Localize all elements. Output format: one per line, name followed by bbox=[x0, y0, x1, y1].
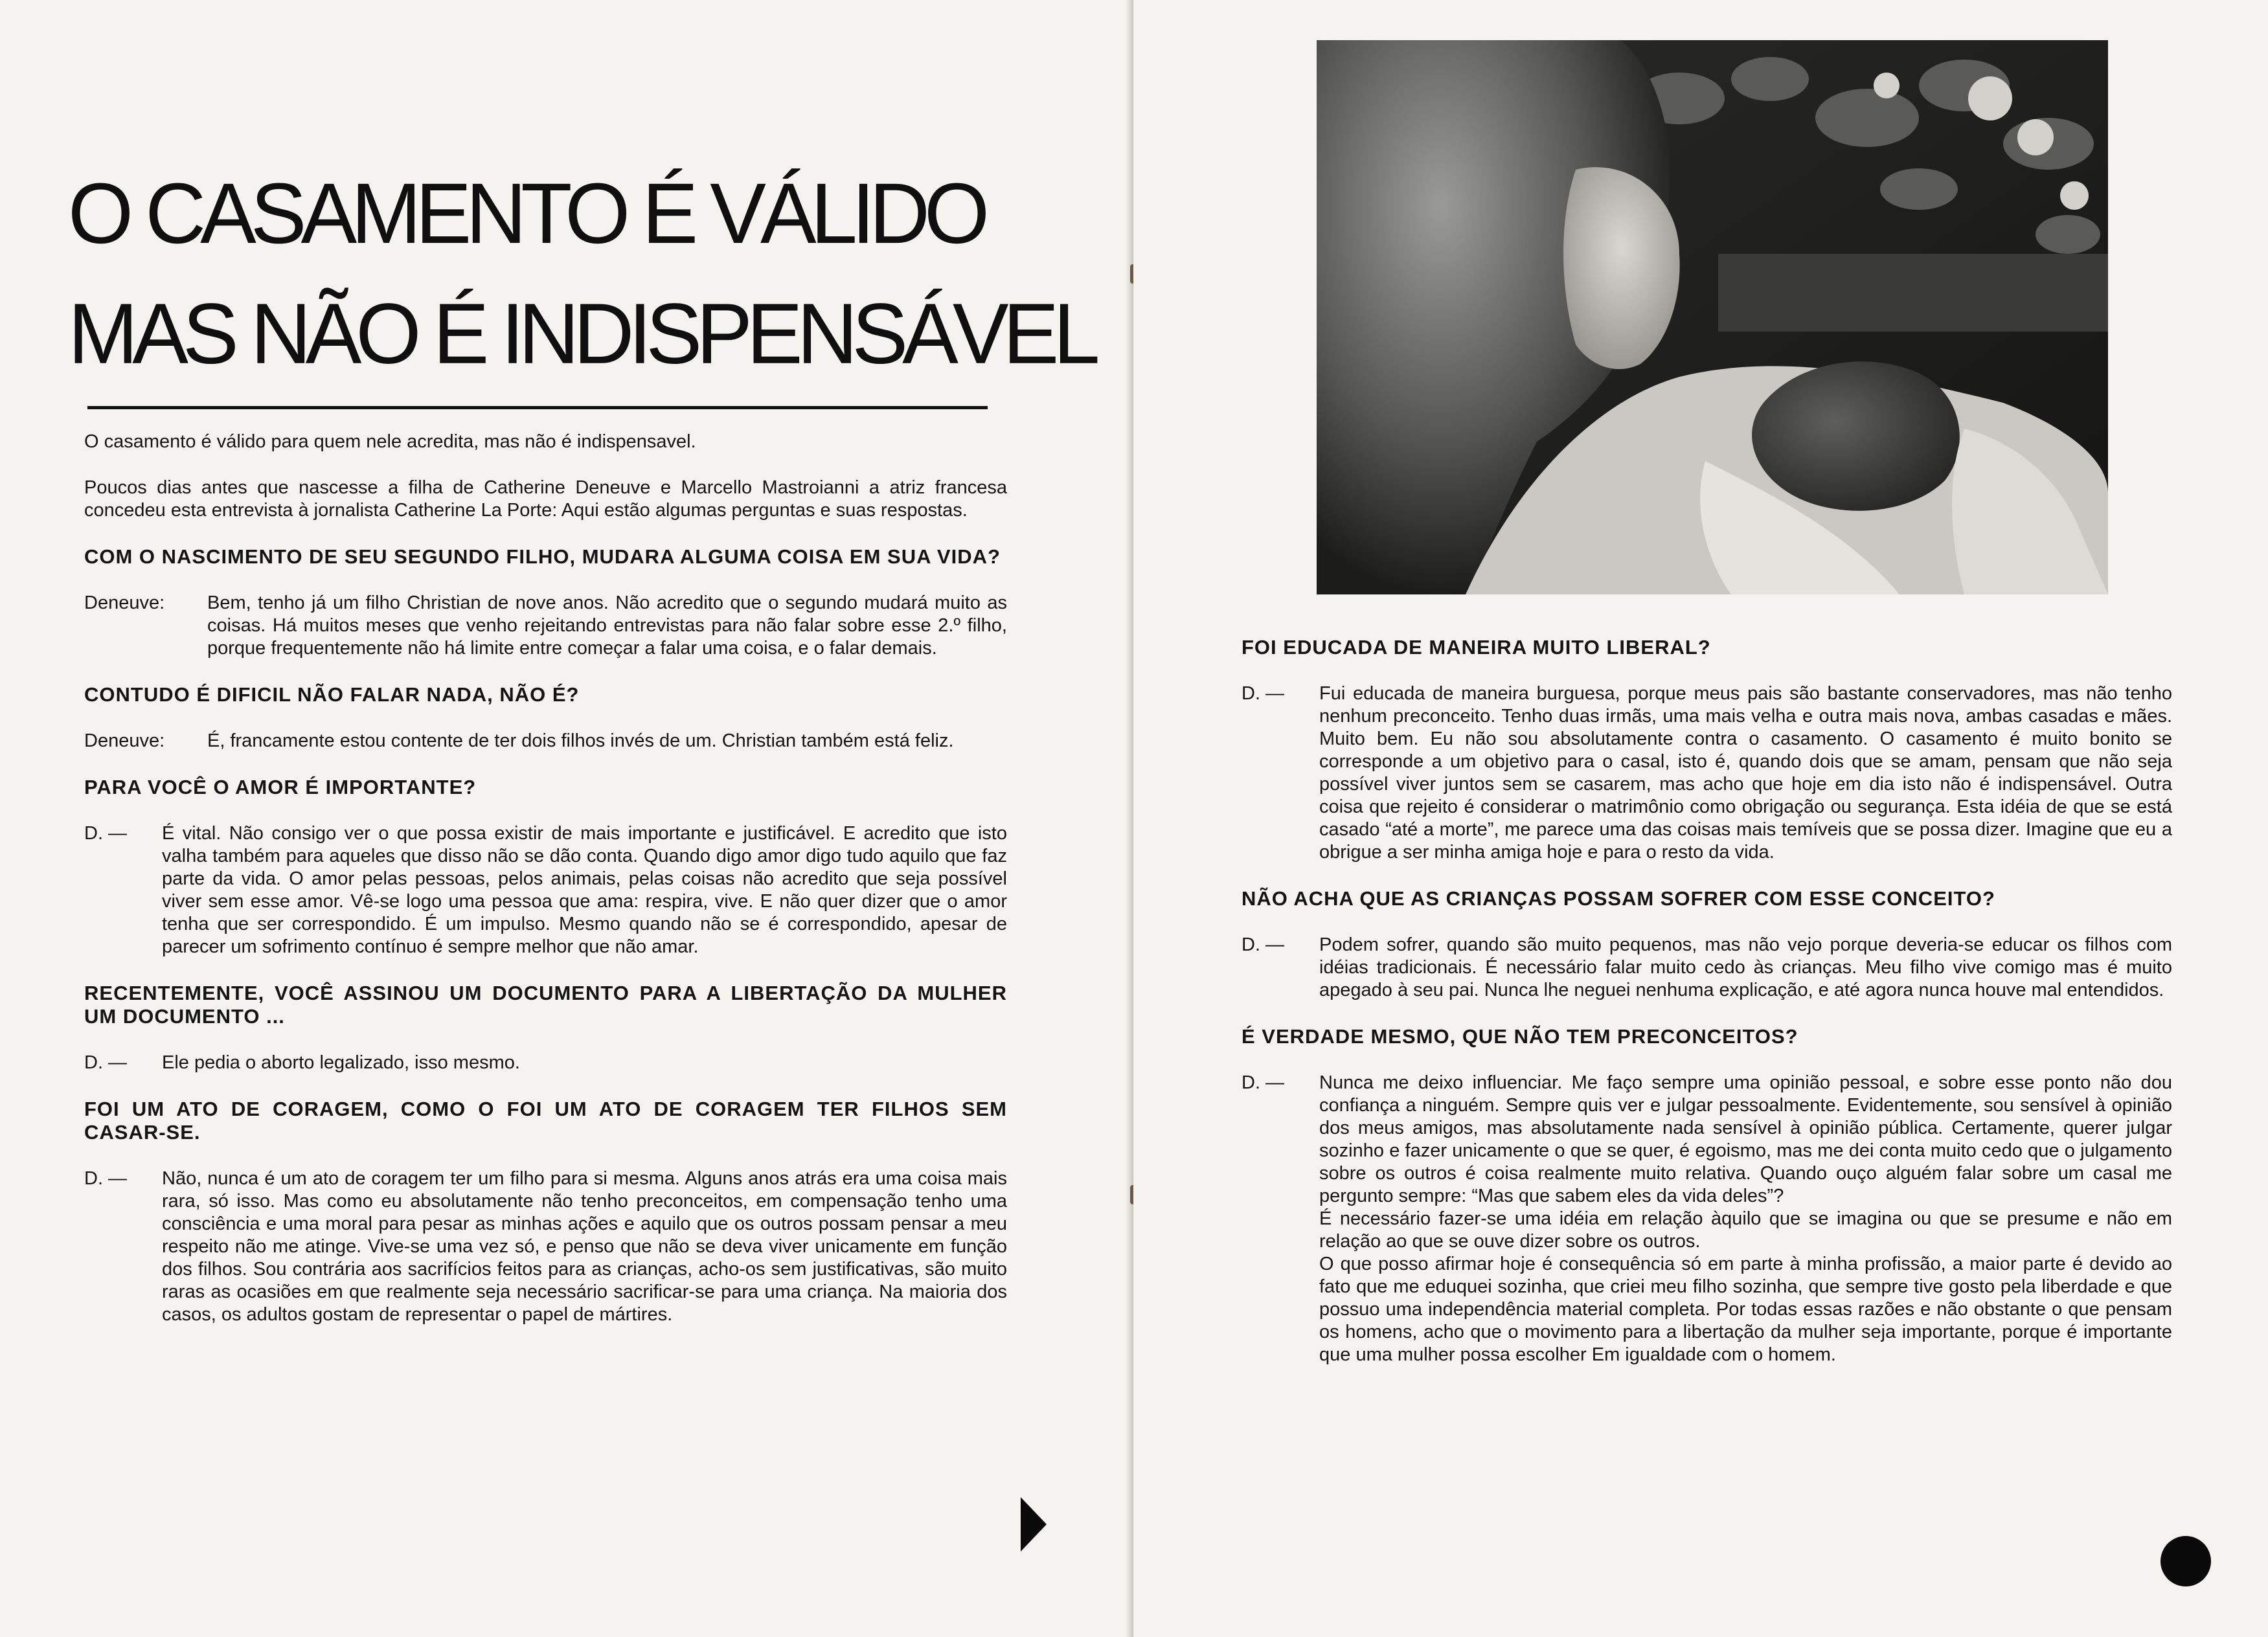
speaker-label: Deneuve: bbox=[84, 593, 165, 613]
answer-text: Podem sofrer, quando são muito pequenos, mas não vejo porque deveria-se educar os filhos com idéias tradicionais. É necessário falar muito cedo às crianças. Meu filho vive comigo mas é muito apegado à seu pai. Nunca lhe neguei nenhuma explicação, e até agora nunca houve mal entendidos. bbox=[1319, 934, 2172, 1000]
intro-paragraph: Poucos dias antes que nascesse a filha de Catherine Deneuve e Marcello Mastroianni a atriz francesa concedeu esta entrevista à jornalista Catherine La Porte: Aqui estão algumas perguntas e suas respostas. bbox=[84, 477, 1007, 521]
question-5: FOI UM ATO DE CORAGEM, COMO O FOI UM ATO DE CORAGEM TER FILHOS SEM CASAR-SE. bbox=[84, 1098, 1007, 1144]
answer-3 bbox=[84, 822, 1007, 958]
left-page bbox=[0, 0, 1131, 1637]
answer-2 bbox=[84, 730, 1007, 752]
title-rule bbox=[87, 406, 988, 409]
title-line-1: O CASAMENTO É VÁLIDO bbox=[68, 164, 984, 262]
answer-1 bbox=[84, 592, 1007, 660]
question-3: PARA VOCÊ O AMOR É IMPORTANTE? bbox=[84, 776, 477, 798]
right-column bbox=[1242, 636, 2172, 1390]
question-4: RECENTEMENTE, VOCÊ ASSINOU UM DOCUMENTO PARA A LIBERTAÇÃO DA MULHER UM DOCUMENTO ... bbox=[84, 982, 1007, 1028]
speaker-label: D. — bbox=[84, 1168, 128, 1189]
left-column bbox=[84, 431, 1007, 1349]
answer-4 bbox=[84, 1052, 1007, 1074]
speaker-label: D. — bbox=[1242, 683, 1285, 704]
answer-text: É vital. Não consigo ver o que possa existir de mais importante e justificável. E acredito que isto valha também para aqueles que disso não se dão conta. Quando digo amor digo tudo aquilo que faz parte da vida. O amor pelas pessoas, pelos animais, pelas coisas não acredito que seja possível viver sem esse amor. Vê-se logo uma pessoa que ama: respira, vive. E não quer dizer que o amor tenha que ser correspondido. É um impulso. Mesmo quando não se é correspondido, apesar de parecer um sofrimento contínuo é sempre melhor que não amar. bbox=[162, 823, 1007, 957]
answer-text: Não, nunca é um ato de coragem ter um filho para si mesma. Alguns anos atrás era uma coisa mais rara, só isso. Mas como eu absolutamente não tenho preconceitos, em compensação tenho uma consciência e uma moral para pesar as minhas ações e aquilo que os outros possam pensar a meu respeito não me atinge. Vive-se uma vez só, e penso que não se deva viver unicamente em função dos filhos. Sou contrária aos sacrifícios feitos para as crianças, acho-os sem justificativas, são muito raras as ocasiões em que realmente seja necessário sacrificar-se para uma criança. Na maioria dos casos, os adultos gostam de representar o papel de mártires. bbox=[162, 1168, 1007, 1325]
speaker-label: Deneuve: bbox=[84, 730, 165, 751]
answer-text bbox=[1319, 1072, 2172, 1366]
speaker-label: D. — bbox=[1242, 934, 1285, 955]
question-1: COM O NASCIMENTO DE SEU SEGUNDO FILHO, MUDARA ALGUMA COISA EM SUA VIDA? bbox=[84, 545, 1001, 568]
title-line-2: MAS NÃO É INDISPENSÁVEL bbox=[68, 285, 1094, 382]
answer-8 bbox=[1242, 1072, 2172, 1366]
end-dot-icon bbox=[2160, 1536, 2211, 1586]
question-8: É VERDADE MESMO, QUE NÃO TEM PRECONCEITOS? bbox=[1242, 1025, 1798, 1048]
answer-8-part-3: O que posso afirmar hoje é consequência só em parte à minha profissão, a maior parte é devido ao fato que me eduquei sozinha, que criei meu filho sozinha, que sempre tive gosto pela liberdade e que possuo uma independência material completa. Por todas essas razões e não obstante o que pensam os homens, acho que o movimento para a libertação da mulher seja importante, porque é importante que uma mulher possa escolher Em igualdade com o homem. bbox=[1319, 1254, 2172, 1365]
answer-8-part-2: É necessário fazer-se uma idéia em relação àquilo que se imagina ou que se presume e não em relação ao que se ouve dizer sobre os outros. bbox=[1319, 1208, 2172, 1252]
answer-8-part-1: Nunca me deixo influenciar. Me faço sempre uma opinião pessoal, e sobre esse ponto não dou confiança a ninguém. Sempre quis ver e julgar pessoalmente. Evidentemente, sou sensível à opinião dos meus amigos, mas absolutamente nada sensível à opinião pública. Certamente, querer julgar sozinho e fazer unicamente o que se quer, é egoismo, mas me dei conta muito cedo que o julgamento sobre os outros é coisa realmente muito relativa. Quando ouço alguém falar sobre um casal me pergunto sempre: “Mas que sabem eles da vida deles”? bbox=[1319, 1072, 2172, 1206]
answer-7 bbox=[1242, 934, 2172, 1002]
speaker-label: D. — bbox=[1242, 1072, 1285, 1093]
speaker-label: D. — bbox=[84, 1052, 128, 1073]
photo-image bbox=[1317, 40, 2108, 594]
photo-mother-and-baby bbox=[1317, 40, 2108, 594]
continue-arrow-icon bbox=[1021, 1497, 1047, 1552]
speaker-label: D. — bbox=[84, 823, 128, 844]
answer-text: Bem, tenho já um filho Christian de nove anos. Não acredito que o segundo mudará muito as coisas. Há muitos meses que venho rejeitando entrevistas para não falar sobre esse 2.º filho, porque frequentemente não há limite entre começar a falar uma coisa, e o falar demais. bbox=[207, 593, 1007, 659]
answer-text: Fui educada de maneira burguesa, porque meus pais são bastante conservadores, mas não tenho nenhum preconceito. Tenho duas irmãs, uma mais velha e outra mais nova, ambas casadas e mães. Muito bem. Eu não sou absolutamente contra o casamento. O casamento é muito bonito se corresponde a um objetivo para o casal, isto é, quando dois que se amam, pensam que não seja possível viver juntos sem se casarem, mas acho que hoje em dia isto não é indispensável. Outra coisa que rejeito é considerar o matrimônio como obrigação ou segurança. Esta idéia de que se está casado “até a morte”, me parece uma das coisas mais temíveis que se possa dizer. Imagine que eu a obrigue a ser minha amiga hoje e para o resto da vida. bbox=[1319, 683, 2172, 863]
lead-paragraph: O casamento é válido para quem nele acredita, mas não é indispensavel. bbox=[84, 431, 696, 452]
article-title bbox=[68, 153, 1094, 393]
answer-6 bbox=[1242, 683, 2172, 864]
answer-text: É, francamente estou contente de ter dois filhos invés de um. Christian também está feliz. bbox=[207, 730, 954, 751]
answer-5 bbox=[84, 1168, 1007, 1326]
question-7: NÃO ACHA QUE AS CRIANÇAS POSSAM SOFRER COM ESSE CONCEITO? bbox=[1242, 887, 1995, 910]
answer-text: Ele pedia o aborto legalizado, isso mesmo. bbox=[162, 1052, 520, 1073]
question-6: FOI EDUCADA DE MANEIRA MUITO LIBERAL? bbox=[1242, 636, 1711, 659]
question-2: CONTUDO É DIFICIL NÃO FALAR NADA, NÃO É? bbox=[84, 683, 580, 706]
